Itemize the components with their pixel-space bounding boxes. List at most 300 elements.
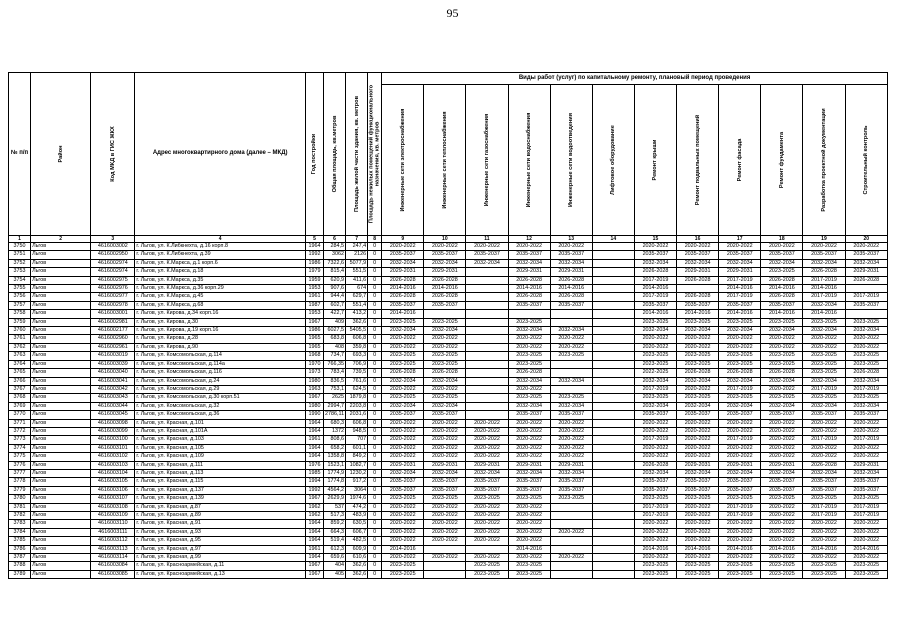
table-cell: 2020-2022 [761,503,803,511]
table-cell: 4616003103 [91,461,135,469]
table-cell: 2020-2022 [803,427,845,435]
table-cell: 3779 [9,486,31,494]
table-cell: 0 [368,545,382,553]
table-row [9,352,888,360]
table-cell: 2023-2025 [466,570,508,578]
table-cell: 4616003043 [91,394,135,402]
table-cell: 4616002977 [91,293,135,301]
capital-repair-table [8,72,888,579]
table-cell: 2035-2037 [803,478,845,486]
table-cell [466,335,508,343]
table-cell: 2032-2034 [719,327,761,335]
table-cell [592,352,634,360]
table-cell: Льгов [31,427,91,435]
table-cell: 4616002974 [91,268,135,276]
table-cell: 2017-2019 [719,385,761,393]
table-cell: 2035-2037 [466,251,508,259]
column-number: 20 [845,236,887,243]
table-cell: 3787 [9,554,31,562]
table-cell [592,554,634,562]
table-cell: 1967 [305,495,323,503]
table-cell: 2014-2016 [761,285,803,293]
table-cell: 2026-2028 [382,276,424,284]
table-cell: 2032-2034 [845,402,887,410]
table-row [9,310,888,318]
table-cell: 284,5 [323,243,345,251]
table-cell: 2020-2022 [550,444,592,452]
table-cell: 2020-2022 [845,554,887,562]
table-cell: Льгов [31,503,91,511]
table-cell: 0 [368,419,382,427]
table-cell: 2029-2031 [508,461,550,469]
table-cell [592,495,634,503]
table-cell: г. Льгов, ул. Кирова, д.34 корп.16 [135,310,306,318]
table-cell: 4616003039 [91,360,135,368]
table-cell: 2029-2031 [424,268,466,276]
table-cell: 2023-2025 [508,394,550,402]
table-cell: 2017-2019 [803,276,845,284]
table-cell: 2020-2022 [719,343,761,351]
table-cell [592,520,634,528]
table-cell: 2020-2022 [508,528,550,536]
table-cell: г. Льгов, ул. Красная, д.87 [135,503,306,511]
table-cell: 2014-2016 [803,310,845,318]
table-cell: 1964 [305,520,323,528]
table-cell: 1879,8 [346,394,368,402]
table-cell: 2023-2025 [803,352,845,360]
table-row [9,301,888,309]
table-cell: 2629,9 [323,495,345,503]
table-cell: 2020-2022 [382,520,424,528]
table-cell: 3760 [9,327,31,335]
table-cell: 2035-2037 [466,478,508,486]
table-cell: 2020-2022 [424,528,466,536]
table-cell [424,570,466,578]
table-cell: 3789 [9,570,31,578]
table-cell: Льгов [31,318,91,326]
table-cell: 2020-2022 [508,427,550,435]
table-cell: 2023-2025 [761,495,803,503]
table-cell: 2014-2016 [382,310,424,318]
table-cell: 1992 [305,251,323,259]
table-cell: 606,8 [346,335,368,343]
table-cell: 362,6 [346,562,368,570]
table-cell: 1967 [305,318,323,326]
table-cell: 3784 [9,528,31,536]
table-row [9,554,888,562]
table-cell: 2020-2022 [634,419,676,427]
table-cell: 2020-2022 [677,554,719,562]
table-cell: 4616002976 [91,285,135,293]
table-cell: 2032-2034 [550,469,592,477]
table-cell: 2032-2034 [550,327,592,335]
table-cell: Льгов [31,327,91,335]
table-cell: 2023-2025 [634,394,676,402]
table-cell: 3062 [323,251,345,259]
table-cell: 2023-2025 [761,562,803,570]
table-cell: 2020-2022 [803,520,845,528]
table-cell: 3764 [9,360,31,368]
table-cell: 2020-2022 [845,453,887,461]
table-cell: 2017-2019 [719,503,761,511]
table-cell: 2035-2037 [634,411,676,419]
table-cell: 2014-2016 [634,545,676,553]
table-row [9,427,888,435]
table-cell [592,419,634,427]
table-cell: 2023-2025 [803,360,845,368]
table-cell: 2020-2022 [677,453,719,461]
table-cell [550,537,592,545]
column-number: 17 [719,236,761,243]
table-cell: 2020-2022 [382,385,424,393]
table-cell: 0 [368,293,382,301]
table-cell [466,301,508,309]
table-cell: 815,4 [323,268,345,276]
table-cell: 2023-2025 [845,562,887,570]
table-cell: 2023-2025 [845,318,887,326]
table-cell: 2014-2016 [803,545,845,553]
table-cell: 1774,8 [323,478,345,486]
table-cell: 4616003042 [91,385,135,393]
table-cell: 2014-2016 [719,285,761,293]
table-cell [592,453,634,461]
table-cell: 2023-2025 [634,352,676,360]
page-number: 95 [446,6,459,20]
table-cell: 2032-2034 [508,327,550,335]
table-cell: 2014-2016 [634,285,676,293]
table-cell: 2029-2031 [382,461,424,469]
table-cell: 2020-2022 [845,537,887,545]
table-cell: 6027,5 [323,327,345,335]
table-cell: 2023-2025 [508,318,550,326]
table-row [9,385,888,393]
table-cell: г. Льгов, ул. Красная, д.101А [135,427,306,435]
table-cell: 2023-2025 [677,352,719,360]
table-cell: 4616002978 [91,301,135,309]
column-number: 16 [677,236,719,243]
table-cell: 0 [368,411,382,419]
table-cell: г. Льгов, ул. Красная, д.105 [135,444,306,452]
table-cell: 2023-2025 [761,318,803,326]
table-cell: 2020-2022 [803,444,845,452]
table-cell: 2032-2034 [634,377,676,385]
table-cell: г. Льгов, ул. Красноармейская, д.11 [135,562,306,570]
table-cell: 2032-2034 [508,377,550,385]
table-cell: 0 [368,352,382,360]
header-work-12: Строительный контроль [845,85,887,236]
table-cell: 2032-2034 [677,377,719,385]
table-cell: 3763 [9,352,31,360]
table-cell: 2020-2022 [550,554,592,562]
table-cell: 3754 [9,276,31,284]
table-cell: 2020-2022 [382,554,424,562]
table-cell: 2020-2022 [634,528,676,536]
table-cell: 2020-2022 [508,453,550,461]
table-cell: 3783 [9,520,31,528]
table-cell: 2032-2034 [845,377,887,385]
table-cell: 4616003044 [91,402,135,410]
table-cell: 4616003001 [91,310,135,318]
header-code: Код МКД в ГИС ЖКХ [91,73,135,236]
table-cell: г. Льгов, ул. Кирова, д.90 [135,343,306,351]
table-cell: 1953 [305,310,323,318]
table-cell: 2022-2025 [634,369,676,377]
table-cell: 2020-2022 [634,444,676,452]
table-cell: г. Льгов, ул. Красная, д.95 [135,537,306,545]
table-cell [592,360,634,368]
table-cell: 2017-2019 [845,512,887,520]
table-cell: 1976 [305,461,323,469]
table-cell: 4616003100 [91,436,135,444]
table-cell: 2026-2028 [845,276,887,284]
table-cell [592,327,634,335]
table-cell: 2035-2037 [803,251,845,259]
table-cell [592,469,634,477]
table-cell: 2017-2019 [845,436,887,444]
table-cell: 2994,7 [323,402,345,410]
table-cell: 0 [368,385,382,393]
table-cell: 4616003109 [91,512,135,520]
table-cell: Льгов [31,301,91,309]
table-cell: 1992 [305,486,323,494]
table-cell [592,444,634,452]
table-cell: 859,2 [323,520,345,528]
table-cell: 4616002974 [91,259,135,267]
table-cell: 1985 [305,469,323,477]
table-cell: 0 [368,495,382,503]
table-cell: г. Льгов, ул. Красная, д.109 [135,453,306,461]
table-cell: 2020-2022 [382,343,424,351]
table-cell: 2023-2025 [550,495,592,503]
table-cell: 4616003113 [91,545,135,553]
table-cell: 404 [323,562,345,570]
table-cell: 4616003104 [91,469,135,477]
table-cell: 3757 [9,301,31,309]
header-works-group: Виды работ (услуг) по капитальному ремонту, плановый период проведения [382,73,888,85]
table-cell: 2026-2028 [845,369,887,377]
table-cell: 2032-2034 [550,377,592,385]
table-cell [592,369,634,377]
table-cell: 0 [368,570,382,578]
table-cell: 2032-2034 [424,469,466,477]
table-cell: 2035-2037 [382,251,424,259]
table-cell: 0 [368,461,382,469]
table-cell: 1974,6 [346,495,368,503]
table-cell: Льгов [31,469,91,477]
table-cell: 664,3 [323,528,345,536]
table-cell: 4616003112 [91,537,135,545]
header-work-9: Ремонт фасада [719,85,761,236]
table-cell: 1962 [305,512,323,520]
table-cell: 537 [323,503,345,511]
table-cell [592,461,634,469]
table-cell: 2023-2025 [761,360,803,368]
table-cell: 2023-2025 [719,318,761,326]
table-cell: 2020-2022 [634,453,676,461]
table-cell: 2032-2034 [677,327,719,335]
table-cell [550,545,592,553]
table-cell [592,402,634,410]
table-row [9,402,888,410]
table-cell: 2023-2025 [424,495,466,503]
table-cell: 2020-2022 [634,520,676,528]
table-cell: 2020-2022 [761,436,803,444]
table-cell: 362,6 [346,318,368,326]
table-cell: 2032-2034 [677,402,719,410]
table-cell: 0 [368,562,382,570]
column-number: 2 [31,236,91,243]
table-cell: 2032-2034 [424,377,466,385]
table-cell: г. Льгов, ул. Красная, д.103 [135,436,306,444]
table-cell [592,545,634,553]
header-work-1: Инженерные сети электроснабжения [382,85,424,236]
table-cell: 3786 [9,545,31,553]
table-cell: 4616003102 [91,453,135,461]
table-cell: 7322,6 [323,259,345,267]
table-cell: 0 [368,268,382,276]
table-cell: 2020-2022 [803,453,845,461]
table-cell: 2020-2022 [382,335,424,343]
table-cell: Льгов [31,268,91,276]
table-cell: 2023-2025 [719,562,761,570]
table-cell: 4616003108 [91,503,135,511]
table-cell [508,310,550,318]
table-cell: 706,9 [346,360,368,368]
table-row [9,469,888,477]
table-cell: 3778 [9,478,31,486]
table-cell: Льгов [31,436,91,444]
table-cell: Льгов [31,570,91,578]
table-cell: 2020-2022 [508,243,550,251]
table-cell: 2020-2022 [466,554,508,562]
table-cell: 2786,11 [324,411,345,418]
column-number: 3 [91,236,135,243]
table-cell: 2126 [346,251,368,259]
table-cell: 2023-2025 [677,394,719,402]
table-cell: 2023-2025 [719,495,761,503]
table-cell: 808,6 [323,436,345,444]
table-cell: 2017-2019 [634,436,676,444]
column-number: 8 [368,236,382,243]
header-nonliving-area: Площадь нежилых помещений функционального назначения, кв. метров [368,73,382,236]
table-cell: Льгов [31,243,91,251]
column-number: 10 [424,236,466,243]
table-cell: 2020-2022 [382,427,424,435]
table-cell: 2035-2037 [466,486,508,494]
table-cell: 2020-2022 [508,554,550,562]
table-cell: 4616002961 [91,343,135,351]
table-cell: 2020-2022 [466,243,508,251]
table-cell: 2032-2034 [550,402,592,410]
table-row [9,436,888,444]
table-cell: 2017-2019 [634,276,676,284]
table-cell: 247,4 [346,243,368,251]
table-cell: 2020-2022 [424,419,466,427]
table-cell: 2026-2028 [677,293,719,301]
table-cell [592,293,634,301]
table-cell: 2020-2022 [466,419,508,427]
table-cell: г. Льгов, ул. Кирова, д.28 [135,335,306,343]
table-cell: 2023-2025 [845,495,887,503]
table-cell: 2023-2025 [424,394,466,402]
table-cell: г. Льгов, ул. Комсомольская, д.29 [135,385,306,393]
table-cell: г. Льгов, ул. Красная, д.93 [135,528,306,536]
table-cell: 659,6 [323,554,345,562]
column-number: 12 [508,236,550,243]
table-cell: Льгов [31,444,91,452]
table-cell: 2023-2025 [845,570,887,578]
column-number: 6 [323,236,345,243]
table-cell: 2032-2034 [382,402,424,410]
table-cell: 2020-2022 [466,444,508,452]
table-cell: Льгов [31,545,91,553]
table-cell: 2029-2031 [424,461,466,469]
table-cell: 1967 [305,394,323,402]
table-cell: 2020-2022 [761,243,803,251]
table-cell: 2020-2022 [424,453,466,461]
table-cell: 0 [368,259,382,267]
table-row [9,520,888,528]
table-cell: 2020-2022 [845,335,887,343]
table-cell: 610,6 [346,554,368,562]
table-cell: 2032-2034 [719,402,761,410]
table-cell: Льгов [31,512,91,520]
table-cell [845,285,887,293]
table-cell: 2020-2022 [845,528,887,536]
table-cell: 2029-2031 [845,461,887,469]
table-cell: г. Льгов, ул. Красная, д.115 [135,478,306,486]
table-cell: Льгов [31,377,91,385]
table-cell: 2026-2028 [761,369,803,377]
table-cell: г. Льгов, ул. Красная, д.111 [135,461,306,469]
table-cell: 2017-2019 [634,385,676,393]
table-cell: 609,9 [346,545,368,553]
table-cell: г. Льгов, ул. Красная, д.137 [135,486,306,494]
table-cell: 2020-2022 [761,444,803,452]
table-cell: 2020-2022 [845,243,887,251]
table-cell: 2023-2025 [677,562,719,570]
table-cell: 2020-2022 [761,343,803,351]
table-cell: 2035-2037 [382,486,424,494]
table-row [9,318,888,326]
table-row [9,444,888,452]
table-cell: 2023-2025 [382,318,424,326]
table-cell: 2020-2022 [845,427,887,435]
table-cell: 2032-2034 [803,259,845,267]
table-cell: 4616003106 [91,486,135,494]
table-cell: 3774 [9,444,31,452]
table-cell: 2020-2022 [761,528,803,536]
table-cell: 2020-2022 [719,554,761,562]
table-cell: 2020-2022 [761,385,803,393]
table-cell [592,385,634,393]
table-cell: 2020-2022 [719,419,761,427]
table-cell: 2026-2028 [424,276,466,284]
table-cell: 0 [368,369,382,377]
table-cell [592,512,634,520]
table-cell [466,318,508,326]
table-cell: 2020-2022 [508,335,550,343]
table-cell: г. Льгов, ул. Красная, д.89 [135,512,306,520]
table-cell: 4616003111 [91,528,135,536]
table-cell: 658,2 [323,444,345,452]
table-cell: 0 [368,478,382,486]
table-cell: 2026-2028 [424,369,466,377]
table-cell: 0 [368,453,382,461]
table-cell: г. Льгов, ул. К.Либкнехта, д.39 [135,251,306,259]
table-cell: 948,5 [346,427,368,435]
table-row [9,377,888,385]
